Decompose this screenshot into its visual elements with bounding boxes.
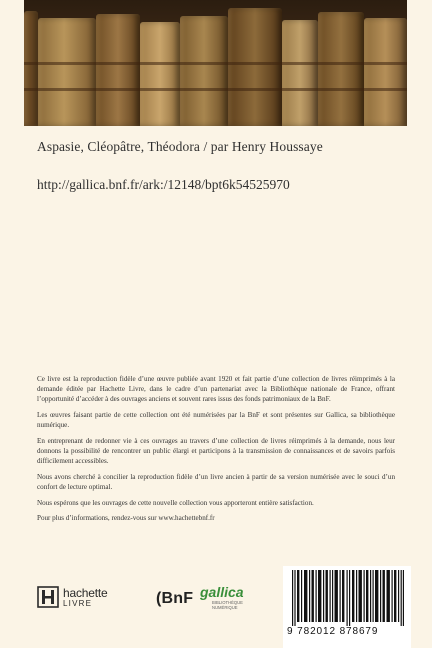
cover-photo-books — [24, 0, 407, 126]
paragraph: Ce livre est la reproduction fidèle d’une œuvre publiée avant 1920 et fait partie d’une collection de livres réimprimés à la demande éditée par Hachette Livre, dans le cadre d’un partenariat avec la Bibliothèque nationale de France, offrant l’opportunité d’accéder à des ouvrages anciens et souvent rares issus des fonds patrimoniaux de la BnF. — [37, 375, 395, 404]
isbn-barcode — [283, 566, 411, 648]
gallica-url[interactable]: http://gallica.bnf.fr/ark:/12148/bpt6k54525970 — [37, 177, 290, 192]
isbn-number: 9 782012 878679 — [287, 626, 379, 637]
book-title: Aspasie, Cléopâtre, Théodora / par Henry Houssaye — [37, 139, 323, 154]
description-text — [37, 374, 395, 529]
barcode-icon — [292, 570, 404, 626]
paragraph: Pour plus d’informations, rendez-vous sur www.hachettebnf.fr — [37, 514, 215, 523]
livre-wordmark: LIVRE — [63, 598, 93, 608]
hachette-wordmark: hachette — [63, 585, 108, 600]
publisher-logos — [37, 584, 244, 614]
gallica-logo — [200, 584, 260, 610]
hachette-mark-icon — [37, 586, 59, 608]
paragraph: Nous espérons que les ouvrages de cette nouvelle collection vous apporteront entière satisfaction. — [37, 498, 314, 507]
paragraph: Les œuvres faisant partie de cette collection ont été numérisées par la BnF et sont présentes sur Gallica, sa bibliothèque numérique. — [37, 411, 395, 430]
bnf-logo: (BnF — [156, 590, 194, 607]
gallica-subtitle-2: NUMÉRIQUE — [212, 605, 238, 610]
paragraph: En entreprenant de redonner vie à ces ouvrages au travers d’une collection de livres réimprimés à la demande, nous leur donnons la possibilité de rencontrer un public élargi et participons à la transmission de connaissances et de savoirs parfois difficilement accessibles. — [37, 436, 395, 466]
paragraph: Nous avons cherché à concilier la reproduction fidèle d’un livre ancien à partir de sa version numérisée avec le souci d’un confort de lecture optimal. — [37, 472, 395, 491]
gallica-subtitle-1: BIBLIOTHÈQUE — [212, 600, 243, 605]
gallica-wordmark: gallica — [200, 584, 244, 600]
hachette-livre-logo — [37, 586, 107, 608]
